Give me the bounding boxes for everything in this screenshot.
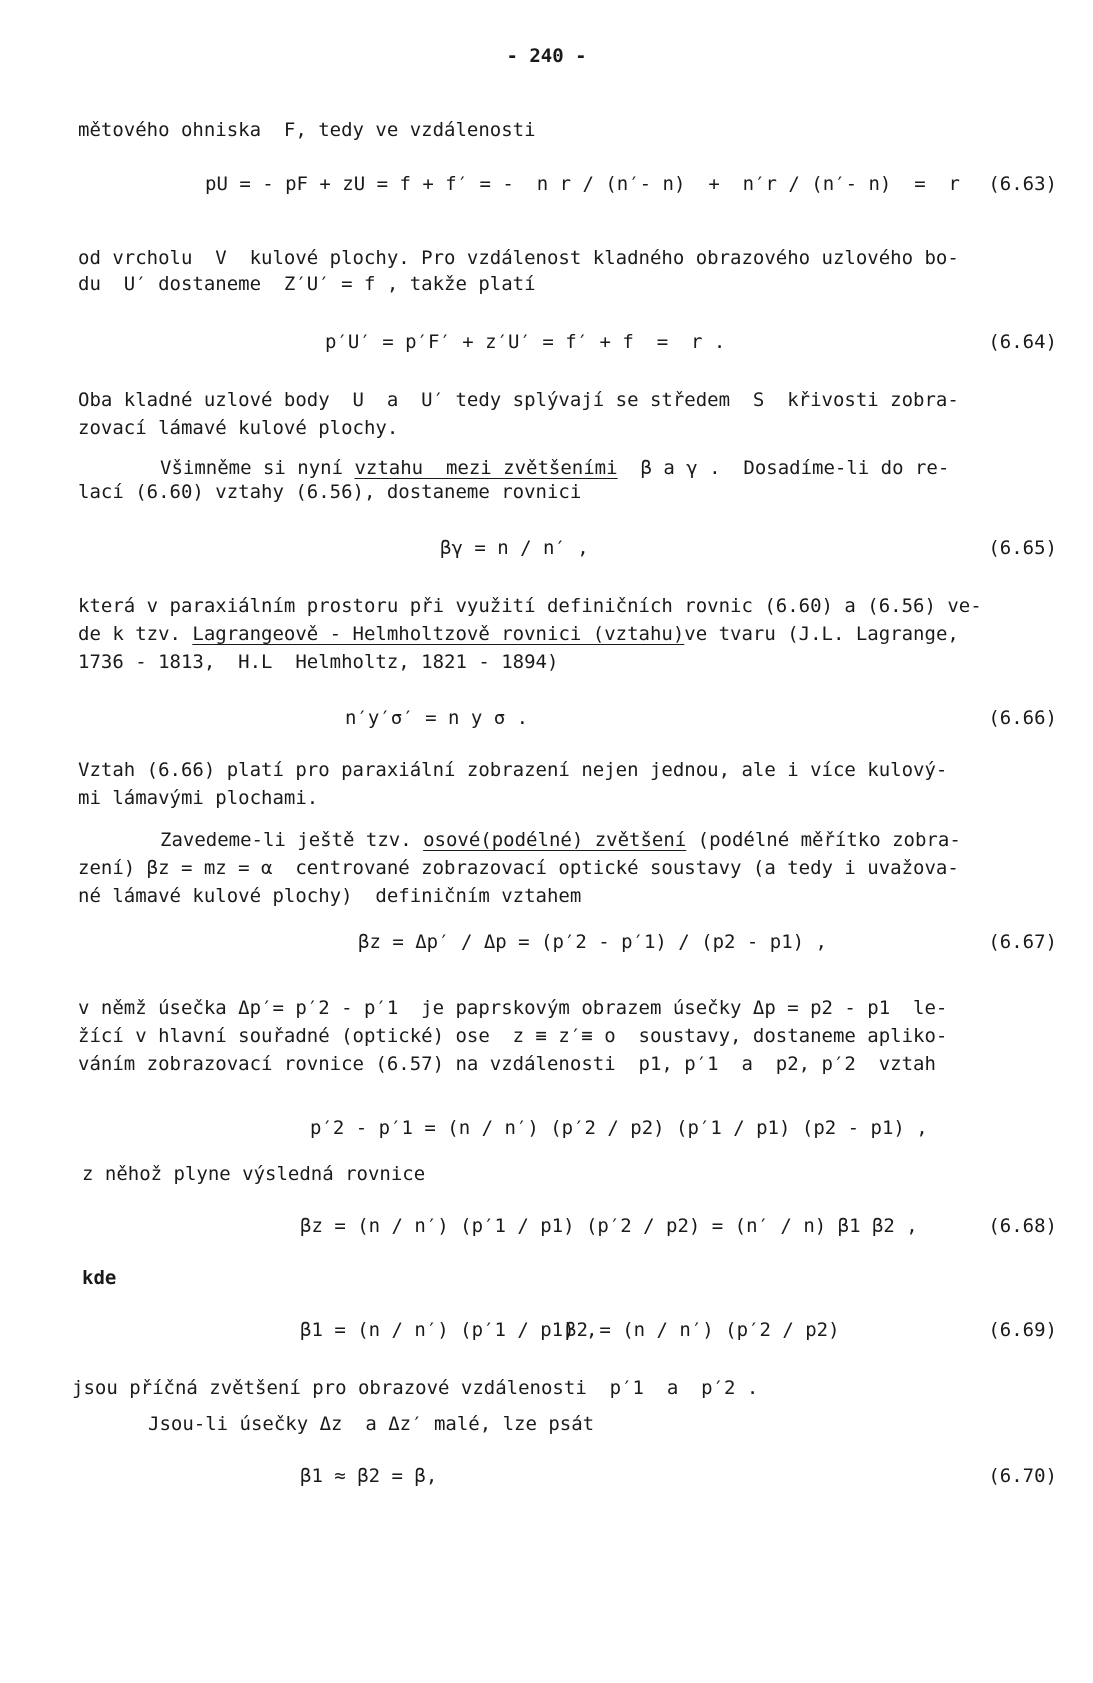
text-line-14: zení) βz = mz = α centrované zobrazovací optické soustavy (a tedy i uvažova- xyxy=(78,857,959,879)
eq-number-6-63: (6.63) xyxy=(988,173,1057,195)
text-line-10: 1736 - 1813, H.L Helmholtz, 1821 - 1894) xyxy=(78,651,559,673)
text-line-7: lací (6.60) vztahy (6.56), dostaneme rovnici xyxy=(78,481,582,503)
underlined-term-axial-magnification: osové(podélné) zvětšení xyxy=(423,829,687,851)
eq-number-6-66: (6.66) xyxy=(988,707,1057,729)
text-line-20: kde xyxy=(82,1267,117,1289)
text-line-12: mi lámavými plochami. xyxy=(78,787,319,809)
equation-6-67: βz = Δp′ / Δp = (p′2 - p′1) / (p2 - p1) , xyxy=(358,931,827,953)
underlined-term-magnifications: vztahu mezi zvětšeními xyxy=(354,457,618,479)
text-line-6-start: Všimněme si nyní xyxy=(160,457,355,479)
equation-6-63: pU = - pF + zU = f + f′ = - n r / (n′- n) + n′r / (n′- n) = r xyxy=(205,173,960,195)
text-line-9-start: de k tzv. xyxy=(78,623,193,645)
equation-6-64: p′U′ = p′F′ + z′U′ = f′ + f = r . xyxy=(325,331,726,353)
text-line-18: váním zobrazovací rovnice (6.57) na vzdálenosti p1, p′1 a p2, p′2 vztah xyxy=(78,1053,936,1075)
eq-number-6-65: (6.65) xyxy=(988,537,1057,559)
text-line-1: mětového ohniska F, tedy ve vzdálenosti xyxy=(78,119,536,141)
text-line-13-start: Zavedeme-li ještě tzv. xyxy=(160,829,424,851)
equation-6-65: βγ = n / n′ , xyxy=(440,537,589,559)
equation-6-69b: β2 = (n / n′) (p′2 / p2) xyxy=(565,1319,840,1341)
eq-number-6-64: (6.64) xyxy=(988,331,1057,353)
text-line-5: zovací lámavé kulové plochy. xyxy=(78,417,399,439)
text-line-6 xyxy=(160,456,949,480)
eq-number-6-70: (6.70) xyxy=(988,1465,1057,1487)
text-line-21: jsou příčná zvětšení pro obrazové vzdálenosti p′1 a p′2 . xyxy=(72,1377,759,1399)
eq-number-6-67: (6.67) xyxy=(988,931,1057,953)
text-line-9 xyxy=(78,622,959,646)
text-line-22: Jsou-li úsečky Δz a Δz′ malé, lze psát xyxy=(148,1413,595,1435)
text-line-9-end: ve tvaru (J.L. Lagrange, xyxy=(684,623,959,645)
equation-6-66: n′y′σ′ = n y σ . xyxy=(345,707,529,729)
text-line-4: Oba kladné uzlové body U a U′ tedy splývají se středem S křivosti zobra- xyxy=(78,389,959,411)
equation-6-70: β1 ≈ β2 = β, xyxy=(300,1465,438,1487)
text-line-15: né lámavé kulové plochy) definičním vztahem xyxy=(78,885,582,907)
eq-number-6-68: (6.68) xyxy=(988,1215,1057,1237)
page-number: - 240 - xyxy=(506,45,587,67)
equation-6-68: βz = (n / n′) (p′1 / p1) (p′2 / p2) = (n′ / n) β1 β2 , xyxy=(300,1215,918,1237)
text-line-13 xyxy=(160,828,961,852)
text-line-8: která v paraxiálním prostoru při využití definičních rovnic (6.60) a (6.56) ve- xyxy=(78,595,982,617)
text-line-16: v němž úsečka Δp′= p′2 - p′1 je paprskovým obrazem úsečky Δp = p2 - p1 le- xyxy=(78,997,948,1019)
text-line-13-end: (podélné měřítko zobra- xyxy=(686,829,961,851)
text-line-17: žící v hlavní souřadné (optické) ose z ≡ z′≡ o soustavy, dostaneme apliko- xyxy=(78,1025,948,1047)
text-line-11: Vztah (6.66) platí pro paraxiální zobrazení nejen jednou, ale i více kulový- xyxy=(78,759,948,781)
equation-6-69a: β1 = (n / n′) (p′1 / p1) , xyxy=(300,1319,598,1341)
text-line-2: od vrcholu V kulové plochy. Pro vzdálenost kladného obrazového uzlového bo- xyxy=(78,247,959,269)
text-line-19: z něhož plyne výsledná rovnice xyxy=(82,1163,426,1185)
underlined-term-lagrange-helmholtz: Lagrangeově - Helmholtzově rovnici (vztahu) xyxy=(192,623,685,645)
equation-intermediate: p′2 - p′1 = (n / n′) (p′2 / p2) (p′1 / p1) (p2 - p1) , xyxy=(310,1117,928,1139)
eq-number-6-69: (6.69) xyxy=(988,1319,1057,1341)
text-line-3: du U′ dostaneme Z′U′ = f , takže platí xyxy=(78,273,536,295)
text-line-6-end: β a γ . Dosadíme-li do re- xyxy=(617,457,950,479)
